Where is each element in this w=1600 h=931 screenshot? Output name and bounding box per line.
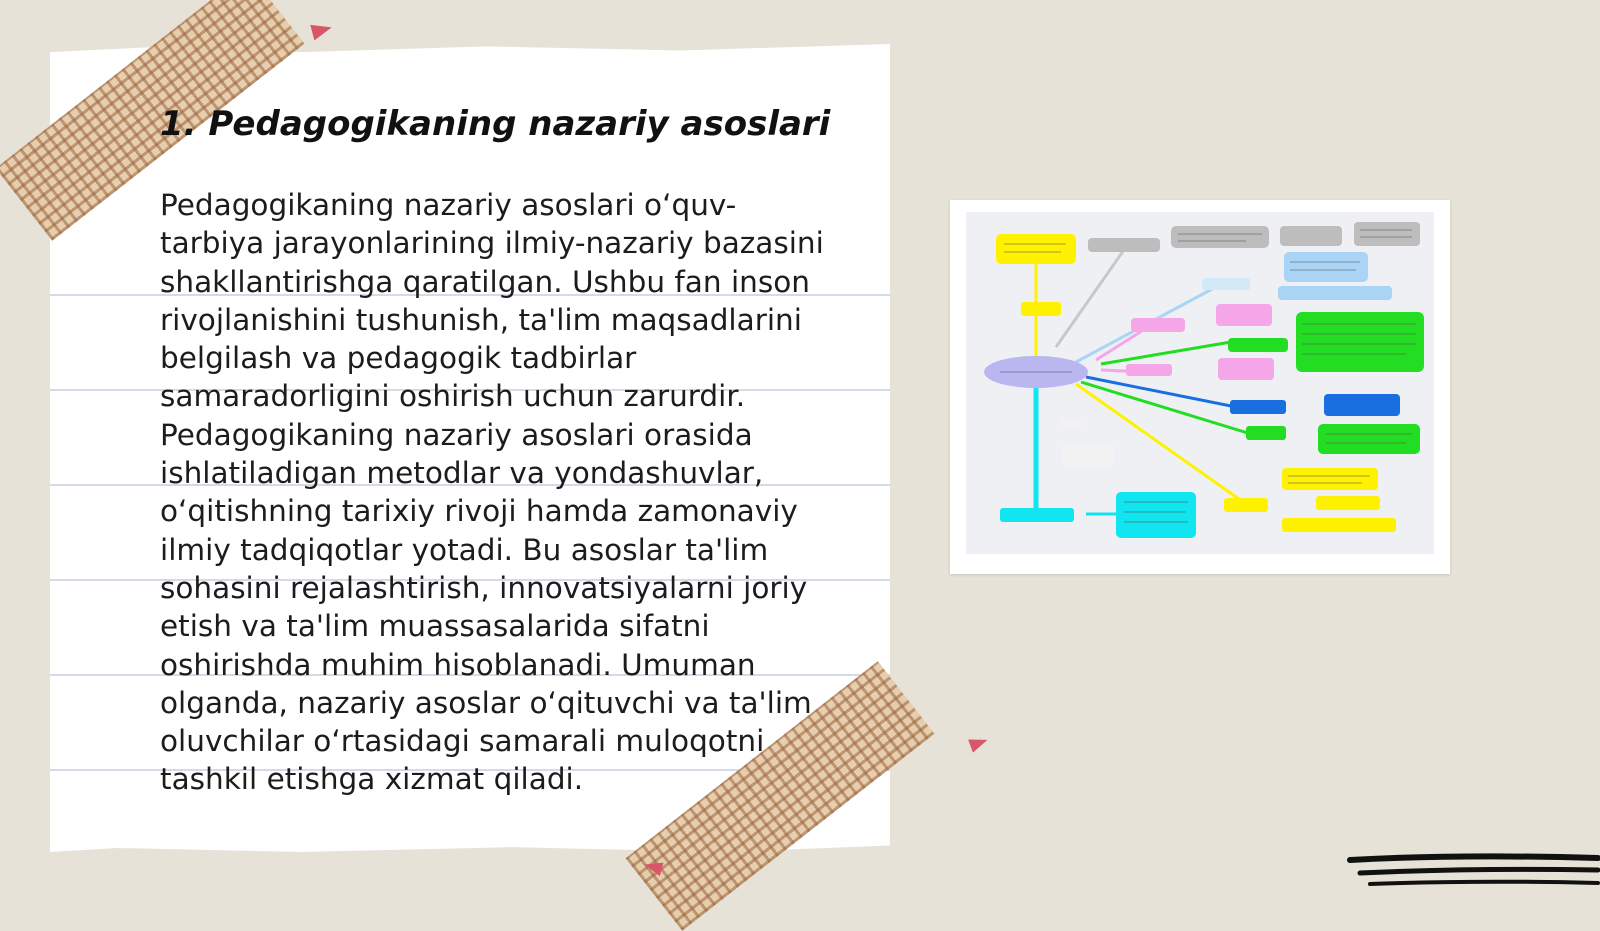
slide-title: 1. Pedagogikaning nazariy asoslari (160, 104, 831, 144)
brush-stroke-decoration (1340, 840, 1600, 900)
mindmap-image (950, 200, 1450, 574)
slide-body-text: Pedagogikaning nazariy asoslari oʻquv-tarbiya jarayonlarining ilmiy-nazariy bazasini shakllantirishga qaratilgan. Ushbu fan inson rivojlanishini tushunish, ta'lim maqsadlarini belgilash va pedagogik tadbirlar samaradorligini oshirish uchun zarurdir. Pedagogikaning nazariy asoslari orasida ishlatiladigan metodlar va yondashuvlar, oʻqitishning tarixiy rivoji hamda zamonaviy ilmiy tadqiqotlar yotadi. Bu asoslar ta'lim sohasini rejalashtirish, innovatsiyalarni joriy etish va ta'lim muassasalarida sifatni oshirishda muhim hisoblanadi. Umuman olganda, nazariy asoslar oʻqituvchi va ta'lim oluvchilar oʻrtasidagi samarali muloqotni tashkil etishga xizmat qiladi. (160, 188, 824, 797)
functionalism-mindmap (966, 212, 1434, 554)
tape-tab-marker (310, 20, 333, 41)
tape-tab-marker (968, 733, 990, 752)
